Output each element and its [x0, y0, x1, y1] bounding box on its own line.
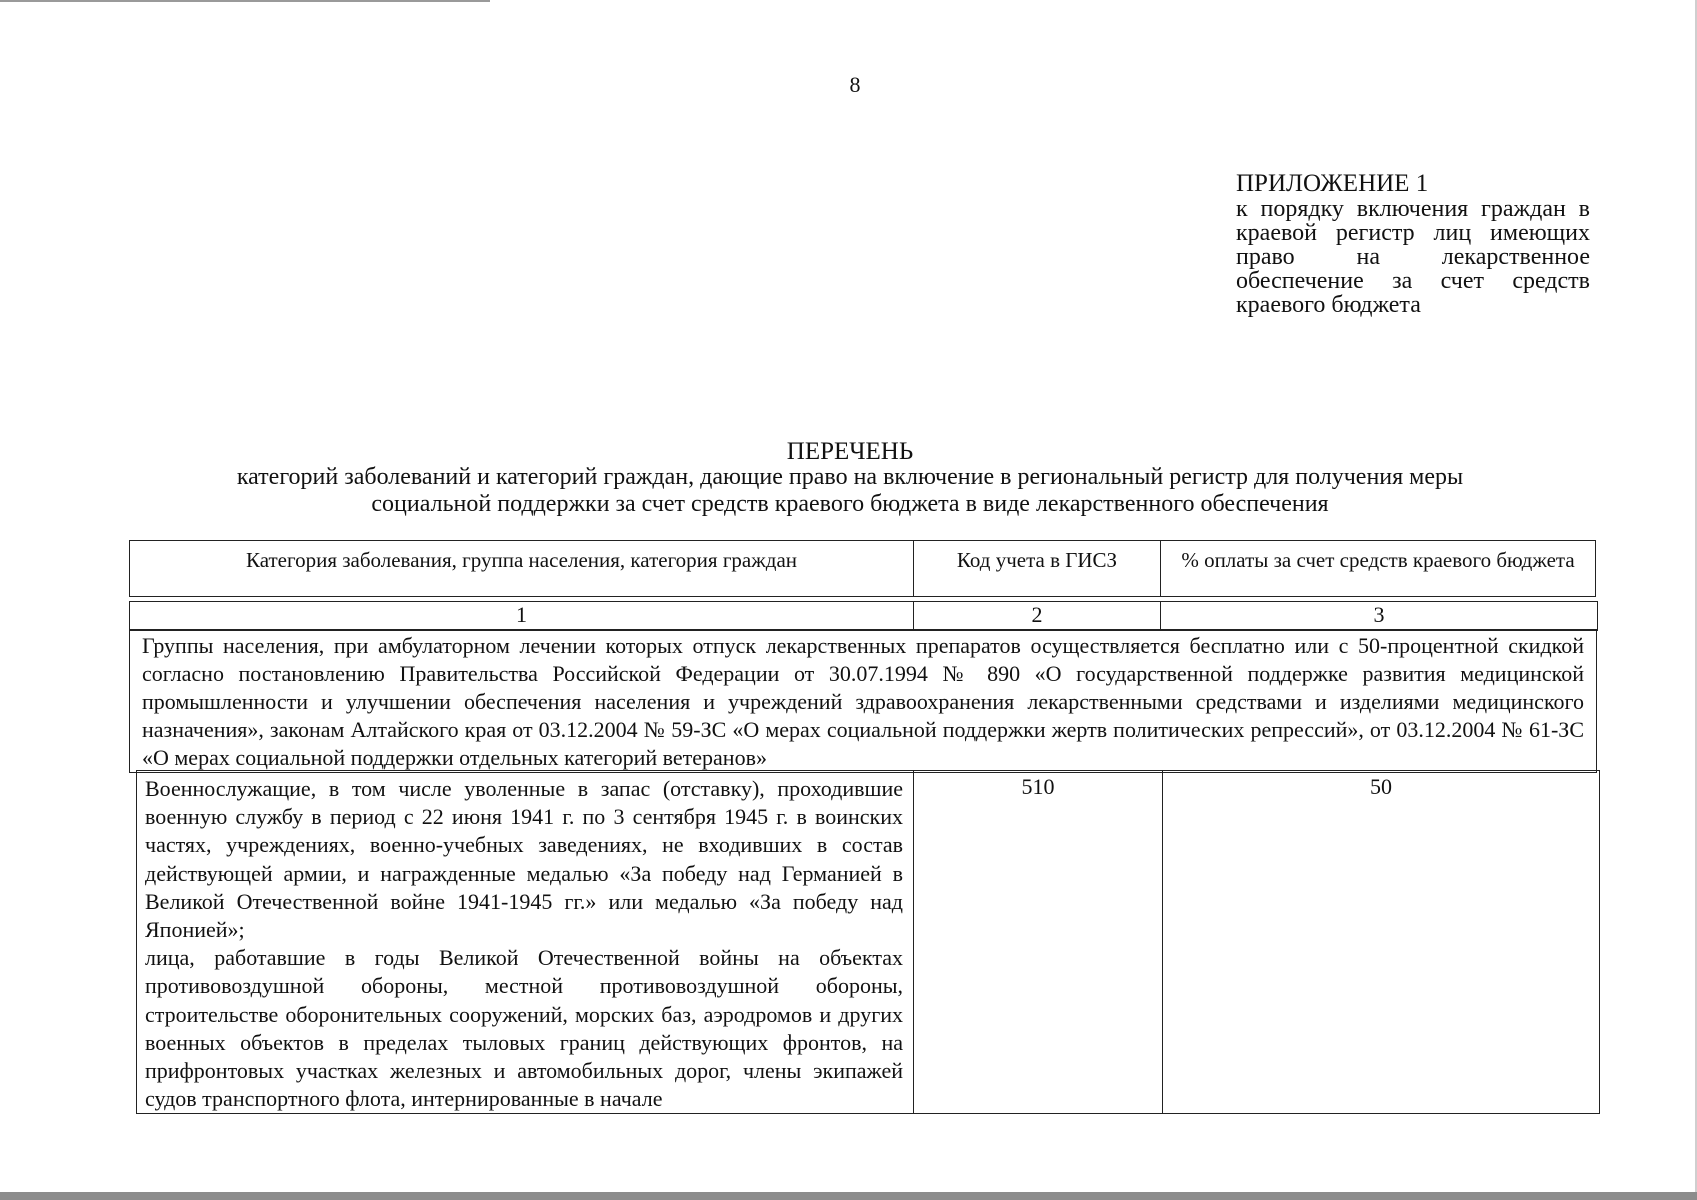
row-description-paragraph-2: лица, работавшие в годы Великой Отечественной войны на объектах противовоздушной обороны, местной противовоздушной обороны, строительстве оборонительных сооружений, морских баз, аэродромов и других военных объектов в пределах тыловых границ действующих фронтов, на прифронтовых участках железных и автомобильных дорог, члены экипажей судов транспортного флота, интернированные в начале	[145, 945, 903, 1112]
page-number: 8	[849, 72, 861, 97]
column-number-2: 2	[914, 602, 1161, 631]
appendix-title: ПРИЛОЖЕНИЕ 1	[1236, 170, 1429, 197]
scan-edge-bottom	[0, 1192, 1697, 1200]
header-category: Категория заболевания, группа населения, категория граждан	[130, 541, 914, 597]
scan-edge-top	[0, 0, 490, 2]
table-group-section	[129, 629, 1597, 773]
list-heading: ПЕРЕЧЕНЬ	[786, 438, 914, 465]
row-percent: 50	[1163, 771, 1600, 1114]
column-number-3: 3	[1161, 602, 1598, 631]
appendix-body: к порядку включения граждан в краевой регистр лиц имеющих право на лекарственное обеспечение за счет средств краевого бюджета	[1236, 196, 1590, 318]
row-description	[137, 771, 914, 1114]
column-number-1: 1	[130, 602, 914, 631]
list-subtitle-line-2: социальной поддержки за счет средств краевого бюджета в виде лекарственного обеспечения	[371, 491, 1329, 517]
list-subtitle-line-1: категорий заболеваний и категорий граждан, дающие право на включение в региональный регистр для получения меры	[236, 464, 1464, 490]
header-percent: % оплаты за счет средств краевого бюджета	[1161, 541, 1596, 597]
table-header	[129, 540, 1596, 597]
list-subtitle	[120, 464, 1580, 518]
column-numbers-row	[130, 602, 1598, 631]
table-header-row	[130, 541, 1596, 597]
appendix-block	[1236, 172, 1590, 317]
group-row-text: Группы населения, при амбулаторном лечении которых отпуск лекарственных препаратов осуществляется бесплатно или с 50-процентной скидкой согласно постановлению Правительства Российской Федерации от 30.07.1994 № 890 «О государственной поддержке развития медицинской промышленности и улучшении обеспечения населения и учреждений здравоохранения лекарственными средствами и изделиями медицинского назначения», законам Алтайского края от 03.12.2004 № 59-ЗС «О мерах социальной поддержки жертв политических репрессий», от 03.12.2004 № 61-ЗС «О мерах социальной поддержки отдельных категорий ветеранов»	[130, 630, 1597, 773]
table-row	[137, 771, 1600, 1114]
group-row	[130, 630, 1597, 773]
header-code: Код учета в ГИСЗ	[914, 541, 1161, 597]
table-body	[136, 770, 1600, 1114]
table-column-numbers	[129, 601, 1598, 631]
row-code: 510	[914, 771, 1163, 1114]
row-description-paragraph-1: Военнослужащие, в том числе уволенные в запас (отставку), проходившие военную службу в период с 22 июня 1941 г. по 3 сентября 1945 г. в воинских частях, учреждениях, военно-учебных заведениях, не входивших в состав действующей армии, и награжденные медалью «За победу над Германией в Великой Отечественной войне 1941-1945 гг.» или медалью «За победу над Японией»;	[145, 776, 903, 943]
